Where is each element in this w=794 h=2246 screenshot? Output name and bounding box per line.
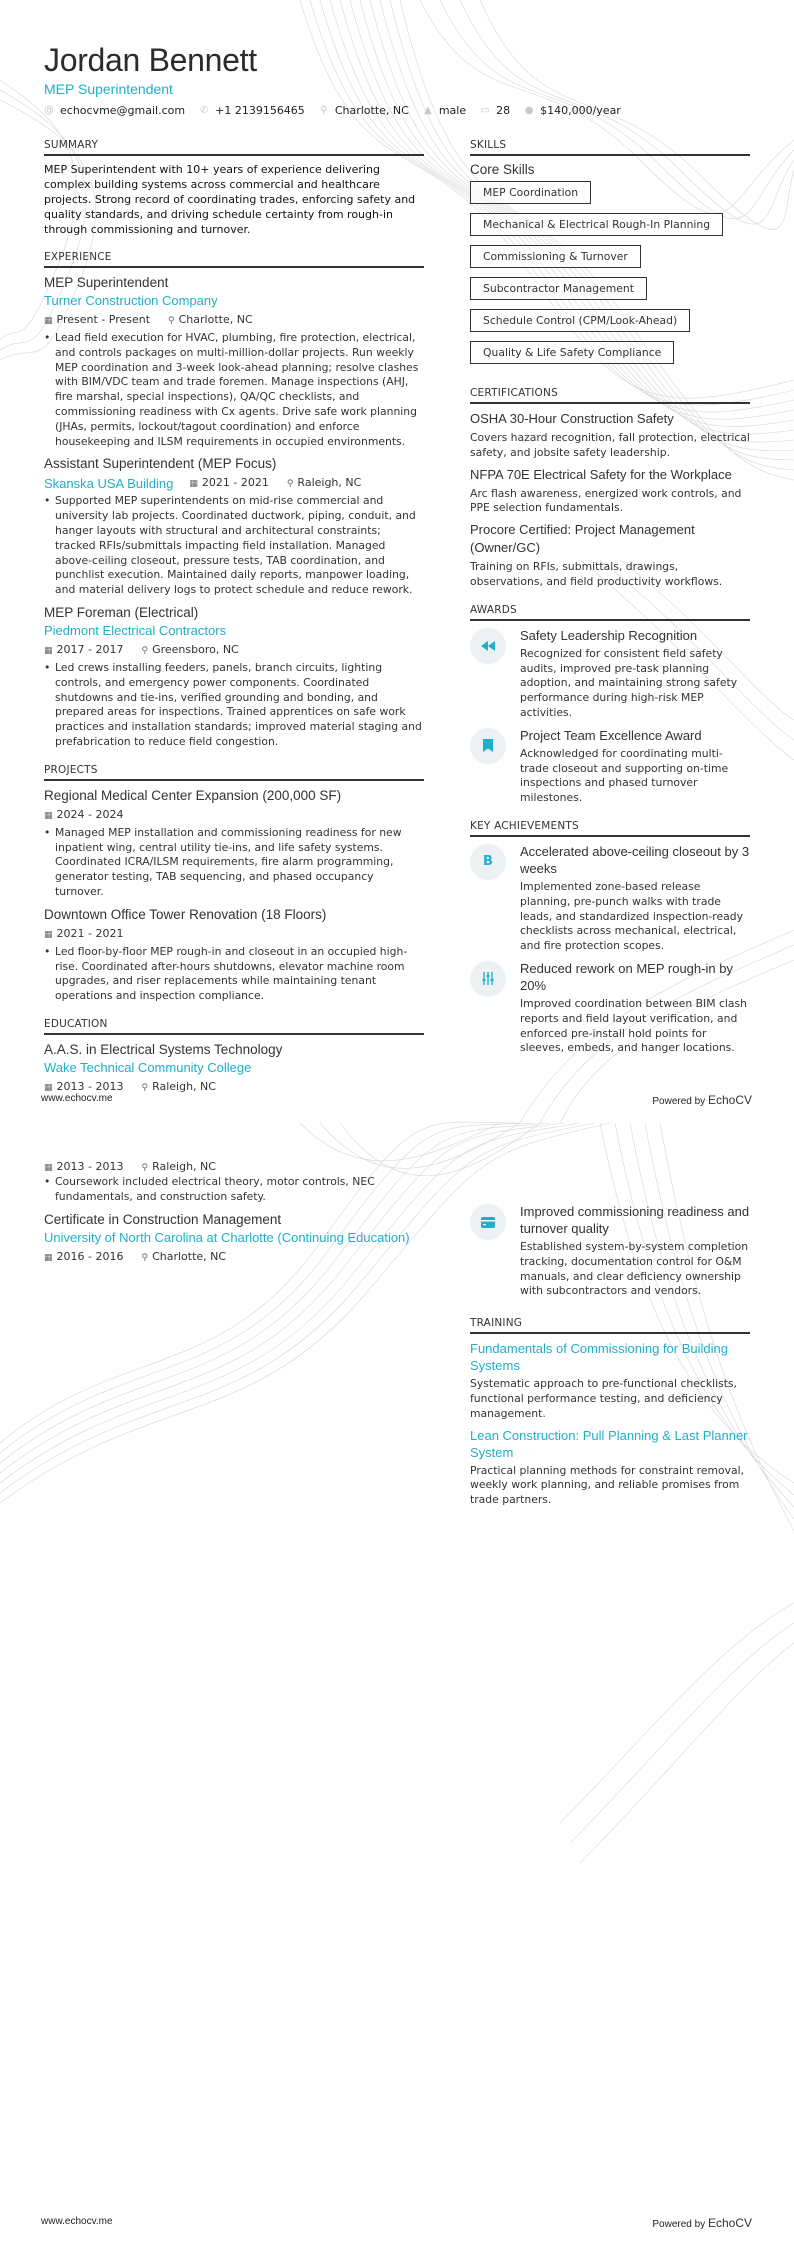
section-heading-experience: EXPERIENCE [44,251,424,268]
achievement-title: Accelerated above-ceiling closeout by 3 weeks [520,843,750,876]
job-title: Assistant Superintendent (MEP Focus) [44,456,277,472]
skill-tag: Quality & Life Safety Compliance [470,341,674,364]
experience-section [44,251,424,750]
section-heading-summary: SUMMARY [44,139,424,156]
left-column [44,1160,424,1522]
experience-item [44,274,424,449]
calendar-icon: ▦ [44,1163,53,1173]
job-location: Greensboro, NC [152,642,239,656]
education-meta-clipped [44,1249,424,1263]
project-title: Downtown Office Tower Renovation (18 Floors) [44,906,327,922]
section-heading-achievements: KEY ACHIEVEMENTS [470,820,750,837]
certification-desc: Covers hazard recognition, fall protection, electrical safety, and jobsite safety leadership. [470,431,750,459]
calendar-icon: ▦ [44,810,53,821]
education-continued [44,1160,424,1263]
bullet: • Led crews installing feeders, panels, branch circuits, lighting controls, and emergency power components. Coordinated shutdowns and tie-ins, verified grounding and bonding, and prepared areas for inspections. Trained apprentices on safe work practices and installation standards; improved material staging and prefabrication to reduce field congestion. [44,661,424,750]
certification-title: OSHA 30-Hour Construction Safety [470,411,674,426]
training-desc: Practical planning methods for constraint removal, weekly work planning, and reliable promises from trade partners. [470,1463,745,1507]
contact-age [480,104,510,117]
page-footer [41,1093,752,1107]
training-title: Lean Construction: Pull Planning & Last Planner System [470,1427,748,1460]
contact-gender [423,104,466,117]
skill-tag: Mechanical & Electrical Rough-In Planning [470,213,723,236]
brand-name: EchoCV [707,2216,752,2230]
achievement-desc: Established system-by-system completion tracking, documentation control for O&M manuals, and clear deficiency ownership with subcontractors and vendors. [520,1240,749,1298]
achievement-item [470,960,750,1056]
skill-tag: Subcontractor Management [470,277,647,300]
bold-b-icon: B [470,844,506,880]
education-dates: 2013 - 2013 [56,1160,124,1173]
certification-title: Procore Certified: Project Management (Owner/GC) [470,522,695,556]
contact-location-value: Charlotte, NC [334,104,409,117]
job-title: MEP Foreman (Electrical) [44,604,199,620]
award-desc: Recognized for consistent field safety audits, improved pre-task planning adoption, and maintaining strong safety performance during high-risk MEP activities. [520,646,738,719]
bullet: • Lead field execution for HVAC, plumbing, fire protection, electrical, and controls packages on multi-million-dollar projects. Run weekly MEP coordination and 3-week look-ahead planning; resolve clashes with BIM/VDC team and trade foremen. Manage inspections (AHJ, fire marshal, special inspections), QA/QC checklists, and commissioning readiness with Cx agents. Drive safe work planning (JHAs, permits, lockout/tagout coordination) and enforce housekeeping and ILSM requirements in occupied environments. [44,331,424,449]
degree: Certificate in Construction Management [44,1211,282,1227]
contact-salary-value: $140,000/year [540,104,621,117]
education-meta-clipped [44,1160,424,1173]
contact-gender-value: male [438,104,467,117]
location-icon: ⚲ [141,645,149,656]
bookmark-icon [470,728,506,764]
header [44,40,750,117]
page-footer [41,2216,752,2230]
contact-email[interactable] [44,104,185,117]
education-location: Raleigh, NC [152,1079,216,1093]
powered-by-label: Powered by [652,2219,706,2230]
school-name: Wake Technical Community College [44,1059,252,1075]
education-dates: 2016 - 2016 [56,1249,124,1263]
page-1-content [44,40,750,1093]
job-dates: 2017 - 2017 [56,642,124,656]
money-icon: ● [524,105,534,116]
skills-group-title: Core Skills [470,162,535,177]
project-bullets [44,945,424,1004]
education-item [44,1211,424,1263]
skill-tag: Schedule Control (CPM/Look-Ahead) [470,309,690,332]
calendar-icon: ▦ [189,479,198,490]
bullet: • Led floor-by-floor MEP rough-in and closeout in an occupied high-rise. Coordinated after-hours shutdowns, elevator machine room upgrades, and riser replacements while maintaining tenant operations and inspection compliance. [44,945,424,1004]
project-item [44,787,424,900]
training-section [470,1317,750,1508]
brand-name: EchoCV [707,1093,752,1107]
achievement-title: Reduced rework on MEP rough-in by 20% [520,960,733,993]
section-heading-certifications: CERTIFICATIONS [470,387,750,404]
contact-salary [524,104,621,117]
candidate-name: Jordan Bennett [44,42,257,78]
contact-email-value: echocvme@gmail.com [60,104,186,117]
training-title: Fundamentals of Commissioning for Building Systems [470,1341,728,1374]
left-column [44,139,424,1110]
projects-section [44,764,424,1004]
contact-age-value: 28 [496,104,511,117]
education-dates: 2013 - 2013 [56,1079,124,1093]
footer-powered-by [652,1093,752,1107]
location-icon: ⚲ [141,1252,149,1263]
award-title: Project Team Excellence Award [520,727,702,743]
calendar-icon: ▭ [480,105,490,116]
project-bullets [44,826,424,900]
two-column-layout [44,139,750,1110]
contact-row [44,104,750,117]
footer-website[interactable]: www.echocv.me [41,1093,113,1104]
job-location: Charlotte, NC [178,313,253,326]
education-item [44,1041,424,1096]
credit-card-icon [470,1204,506,1240]
bullet: • Supported MEP superintendents on mid-rise commercial and university lab projects. Coordinated ductwork, piping, conduit, and hanger layouts with structural and architectural constraints; tracked RFIs/submittals impacting field installation. Managed above-ceiling closeout, pressure tests, TAB coordination, and punchlist execution. Maintained daily reports, manpower loading, and material delivery logs to protect schedule and reduce rework. [44,494,424,598]
project-dates: 2021 - 2021 [56,926,124,940]
right-column [470,1163,750,1522]
bullet: • Managed MEP installation and commissioning readiness for new inpatient wing, central utility tie-ins, and life safety systems. Coordinated ICRA/ILSM requirements, fire alarm programming, generator testing, TAB sequencing, and phased occupancy turnover. [44,826,424,900]
bullet: • Coursework included electrical theory, motor controls, NEC fundamentals, and construction safety. [44,1175,424,1205]
section-heading-education: EDUCATION [44,1018,424,1035]
two-column-layout [44,1160,750,1522]
job-meta [44,312,424,329]
job-bullets [44,661,424,750]
job-dates: 2021 - 2021 [201,476,269,490]
achievement-desc: Implemented zone-based release planning, pre-punch walks with trade leads, and standardized inspection-ready checklists across mechanical, electrical, and fire protection scopes. [520,879,744,953]
award-item [470,727,750,806]
phone-icon: ✆ [199,105,209,116]
awards-section [470,604,750,806]
training-desc: Systematic approach to pre-functional checklists, functional performance testing, and deficiency management. [470,1377,737,1420]
achievements-continued [470,1203,750,1299]
certification-desc: Training on RFIs, submittals, drawings, observations, and field productivity workflows. [470,560,723,588]
at-icon: @ [44,105,54,116]
training-item [470,1427,750,1508]
experience-item [44,604,424,750]
calendar-icon: ▦ [44,316,53,326]
company-name: Skanska USA Building [44,475,174,491]
section-heading-projects: PROJECTS [44,764,424,781]
job-company-meta-row [44,473,424,494]
education-section [44,1018,424,1096]
section-heading-training: TRAINING [470,1317,750,1334]
education-location: Charlotte, NC [152,1249,227,1263]
award-desc: Acknowledged for coordinating multi-trade closeout and supporting on-time inspections and phased turnover milestones. [520,746,729,805]
company-name: Turner Construction Company [44,293,218,308]
certifications-section [470,387,750,590]
award-title: Safety Leadership Recognition [520,627,698,643]
school-name: University of North Carolina at Charlotte (Continuing Education) [44,1229,410,1245]
job-meta [189,475,361,492]
sliders-icon [470,961,506,997]
contact-location [319,104,409,117]
location-icon: ⚲ [141,1082,149,1093]
skill-tag: MEP Coordination [470,181,591,204]
project-dates: 2024 - 2024 [56,807,124,821]
job-bullets [44,331,424,449]
education-location: Raleigh, NC [152,1160,216,1173]
rewind-icon [470,628,506,664]
section-heading-awards: AWARDS [470,604,750,621]
certification-item [470,466,750,517]
achievements-section [470,820,750,1056]
summary-section [44,139,424,237]
skill-tags [470,181,750,373]
contact-phone-value: +1 2139156465 [215,104,305,117]
job-location: Raleigh, NC [297,476,362,490]
footer-website[interactable]: www.echocv.me [41,2216,113,2227]
project-meta [44,807,424,824]
right-column [470,139,750,1110]
project-title: Regional Medical Center Expansion (200,000 SF) [44,787,342,803]
job-title: MEP Superintendent [44,275,169,290]
skills-section [470,139,750,373]
company-name: Piedmont Electrical Contractors [44,622,227,638]
location-icon: ⚲ [141,1163,149,1173]
calendar-icon: ▦ [44,1082,53,1093]
page-2-content [44,1160,750,2213]
achievement-item [470,843,750,954]
powered-by-label: Powered by [652,1096,706,1107]
certification-item [470,521,750,590]
training-item [470,1340,750,1421]
project-meta [44,926,424,943]
education-bullets [44,1175,424,1205]
resume-page-2 [0,1123,794,2246]
contact-phone[interactable] [199,104,305,117]
section-heading-skills: SKILLS [470,139,750,156]
degree: A.A.S. in Electrical Systems Technology [44,1041,283,1057]
location-icon: ⚲ [320,105,328,116]
job-bullets [44,494,424,598]
candidate-title: MEP Superintendent [44,81,173,97]
location-icon: ⚲ [286,479,294,490]
achievement-item [470,1203,750,1299]
person-icon: ▲ [423,105,432,116]
certification-desc: Arc flash awareness, energized work controls, and PPE selection fundamentals. [470,486,742,515]
job-dates: Present - Present [56,313,151,326]
achievement-desc: Improved coordination between BIM clash reports and field layout verification, and enforced pre-install hold points for sleeves, embeds, and hanger locations. [520,996,747,1055]
experience-item [44,455,424,598]
calendar-icon: ▦ [44,929,53,940]
achievement-title: Improved commissioning readiness and turnover quality [520,1204,750,1236]
summary-text: MEP Superintendent with 10+ years of experience delivering complex building systems across commercial and healthcare projects. Strong record of coordinating trades, enforcing safety and quality standards, and driving schedule certainty from rough-in through commissioning and turnover. [44,163,416,236]
project-item [44,906,424,1004]
calendar-icon: ▦ [44,1252,53,1263]
location-icon: ⚲ [168,316,175,326]
award-item [470,627,750,721]
certification-item [470,410,750,461]
certification-title: NFPA 70E Electrical Safety for the Workplace [470,466,732,482]
skill-tag: Commissioning & Turnover [470,245,641,268]
footer-powered-by [652,2216,752,2230]
job-meta [44,642,424,659]
calendar-icon: ▦ [44,645,53,656]
